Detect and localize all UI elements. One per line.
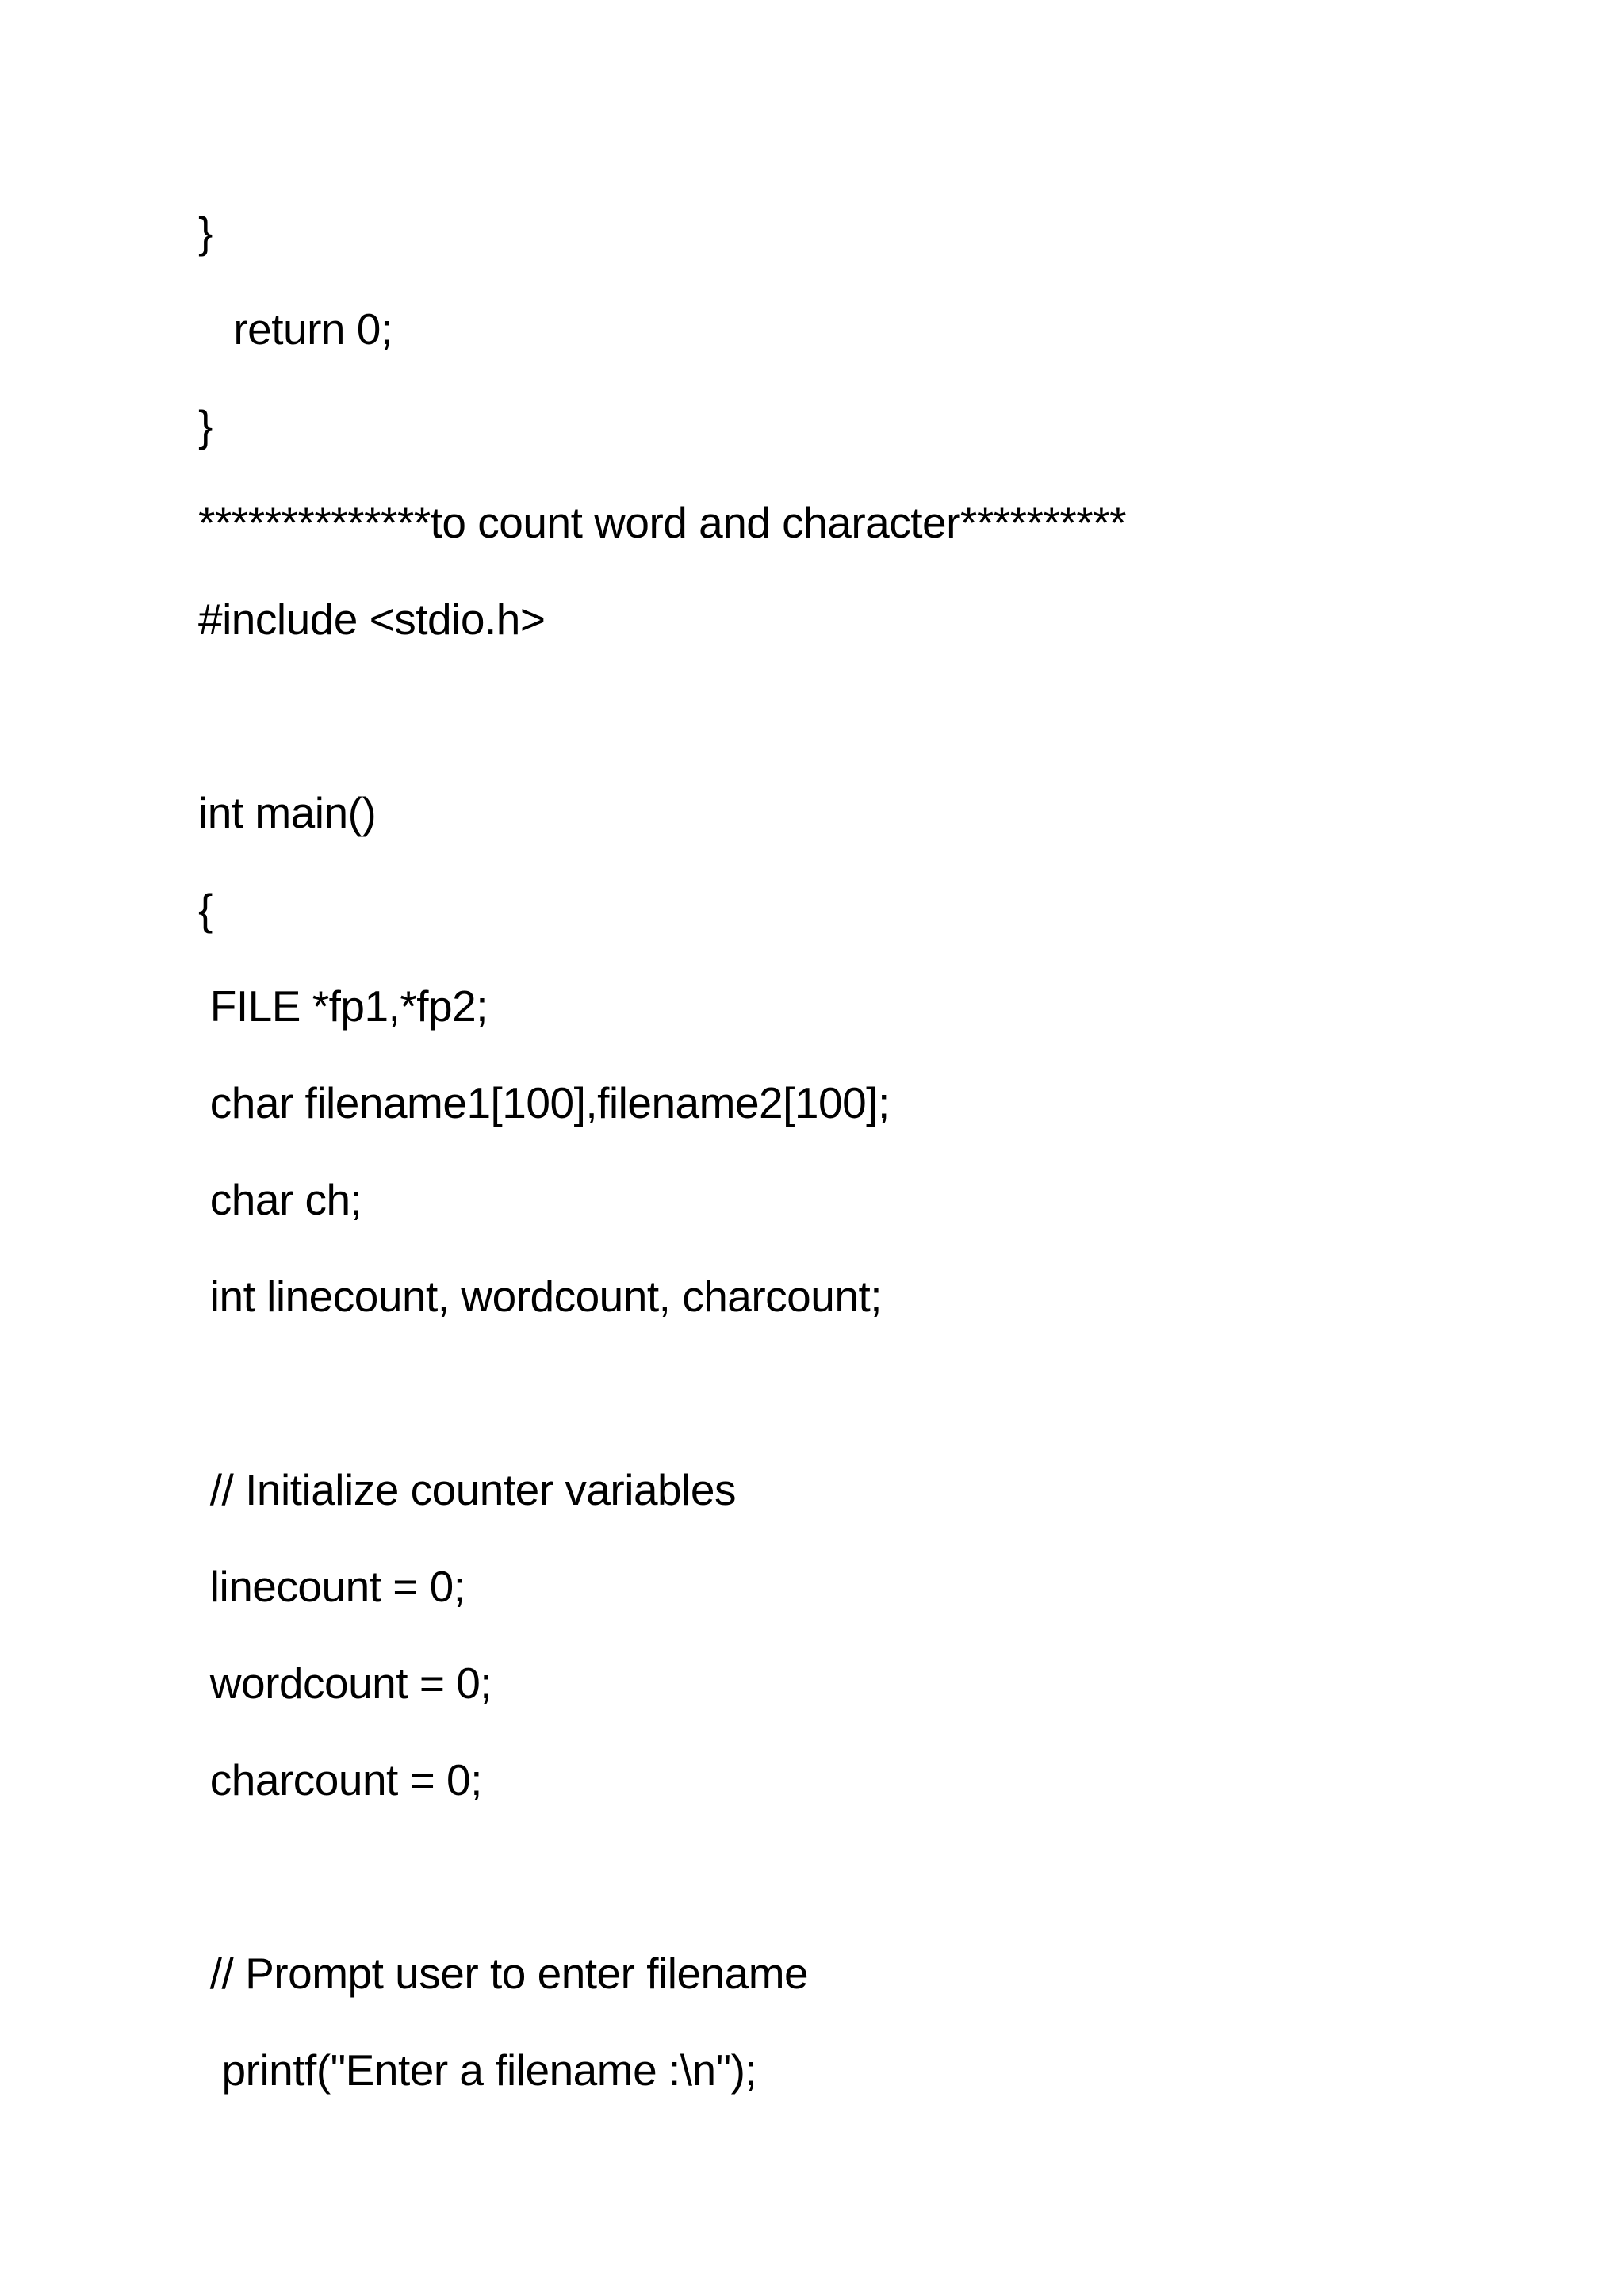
code-line: char ch; bbox=[198, 1175, 362, 1224]
code-line: int main() bbox=[198, 788, 377, 837]
code-line: wordcount = 0; bbox=[198, 1659, 492, 1708]
code-line: // Initialize counter variables bbox=[198, 1465, 736, 1514]
code-line: return 0; bbox=[198, 304, 393, 354]
code-line: #include <stdio.h> bbox=[198, 595, 546, 644]
code-line: char filename1[100],filename2[100]; bbox=[198, 1078, 890, 1127]
code-line: int linecount, wordcount, charcount; bbox=[198, 1272, 883, 1321]
code-line: } bbox=[198, 401, 213, 450]
code-line: **************to count word and character********** bbox=[198, 498, 1126, 547]
code-line: printf("Enter a filename :\n"); bbox=[198, 2045, 757, 2095]
code-line: linecount = 0; bbox=[198, 1562, 465, 1611]
code-line: FILE *fp1,*fp2; bbox=[198, 982, 488, 1031]
code-line: } bbox=[198, 208, 213, 257]
code-line: // Prompt user to enter filename bbox=[198, 1949, 809, 1998]
code-line: { bbox=[198, 885, 213, 934]
code-line: charcount = 0; bbox=[198, 1755, 482, 1804]
